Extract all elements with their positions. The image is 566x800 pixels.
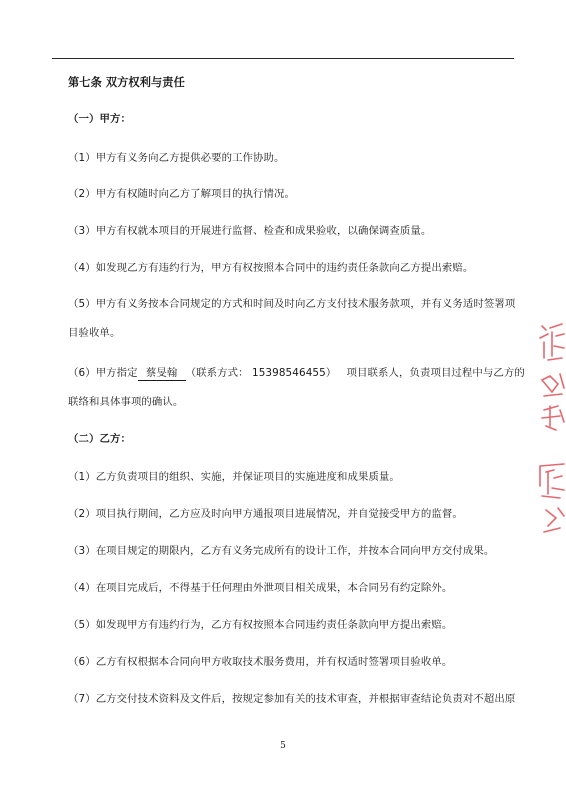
party-b-item-7: （7）乙方交付技术资料及文件后，按规定参加有关的技术审查，并根据审查结论负责对不超出原 [68,693,516,705]
party-b-heading: （二）乙方： [68,433,131,445]
party-a-item-6-cont: 联络和具体事项的确认。 [68,396,184,408]
party-b-item-4: （4）在项目完成后，不得基于任何理由外泄项目相关成果，本合同另有约定除外。 [68,582,453,594]
party-b-item-6: （6）乙方有权根据本合同向甲方收取技术服务费用，并有权适时签署项目验收单。 [68,656,453,668]
item-6-suffix: 项目联系人，负责项目过程中与乙方的 [346,367,525,379]
header-rule [52,58,514,59]
article-title: 第七条 双方权利与责任 [68,76,185,89]
item-6-prefix: （6）甲方指定 [68,367,138,379]
party-a-item-3: （3）甲方有权就本项目的开展进行监督、检查和成果验收，以确保调查质量。 [68,225,432,237]
party-b-item-5: （5）如发现甲方有违约行为，乙方有权按照本合同违约责任条款向甲方提出索赔。 [68,619,453,631]
party-a-item-1: （1）甲方有义务向乙方提供必要的工作协助。 [68,152,285,164]
party-a-item-2: （2）甲方有权随时向乙方了解项目的执行情况。 [68,188,296,200]
seal-stamp-fragment [536,318,566,580]
party-a-heading: （一）甲方： [68,113,131,125]
party-a-item-5-cont: 目验收单。 [68,327,121,339]
party-b-item-1: （1）乙方负责项目的组织、实施，并保证项目的实施进度和成果质量。 [68,471,400,483]
page-number: 5 [280,741,286,751]
party-a-item-5: （5）甲方有义务按本合同规定的方式和时间及时向乙方支付技术服务款项，并有义务适时签署项 [68,298,516,310]
party-a-item-6 [68,366,525,381]
party-b-item-3: （3）在项目规定的期限内，乙方有义务完成所有的设计工作，并按本合同向甲方交付成果。 [68,545,495,557]
party-b-item-2: （2）项目执行期间，乙方应及时向甲方通报项目进展情况，并自觉接受甲方的监督。 [68,508,463,520]
contact-info: （联系方式： 15398546455） [185,367,337,379]
contact-name: 蔡旻翰 [138,366,186,381]
party-a-item-4: （4）如发现乙方有违约行为，甲方有权按照本合同中的违约责任条款向乙方提出索赔。 [68,262,474,274]
